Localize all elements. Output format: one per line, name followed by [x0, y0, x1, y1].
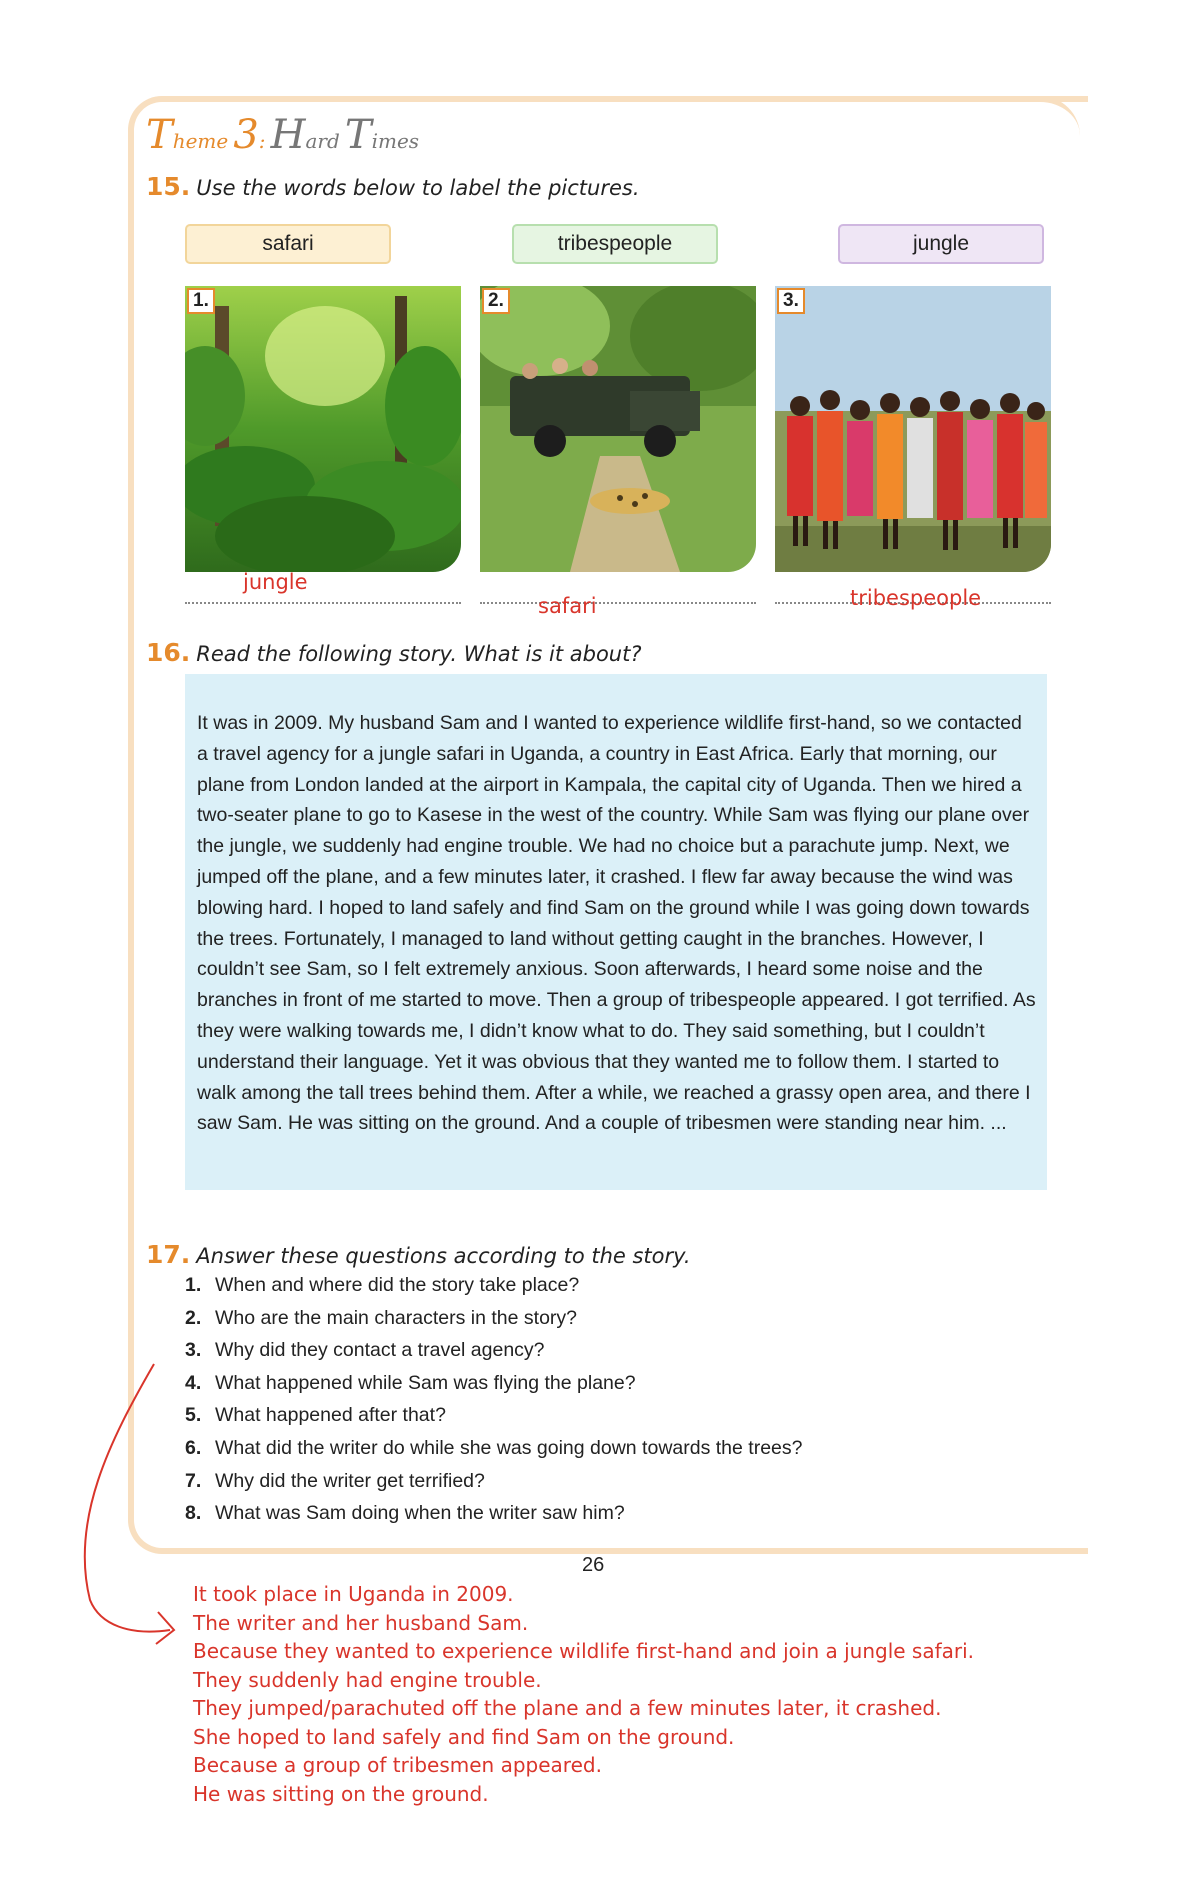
answer-item: They suddenly had engine trouble.: [193, 1667, 542, 1692]
answer-item: It took place in Uganda in 2009.: [193, 1582, 514, 1606]
picture-2-safari: [480, 286, 756, 572]
answer-line-1[interactable]: [185, 602, 461, 604]
answer-item: He was sitting on the ground.: [193, 1781, 489, 1806]
question-item: 5. What happened after that?: [185, 1404, 446, 1427]
handwritten-answer-2: safari: [538, 594, 597, 618]
question-item: 6. What did the writer do while she was going down towards the trees?: [185, 1436, 803, 1459]
handwritten-answer-1: jungle: [243, 570, 308, 594]
answer-item: The writer and her husband Sam.: [193, 1610, 529, 1635]
picture-3-tribespeople: [775, 286, 1051, 572]
answer-item: Because a group of tribesmen appeared.: [193, 1753, 602, 1777]
story-box: [185, 674, 1047, 1190]
picture-number-1: 1.: [187, 288, 215, 314]
picture-number-3: 3.: [777, 288, 805, 314]
safari-image: [480, 286, 756, 572]
question-item: 2. Who are the main characters in the story?: [185, 1306, 577, 1329]
handwritten-answers: [193, 1582, 974, 1810]
question-item: 1. When and where did the story take place?: [185, 1274, 580, 1296]
handwritten-arrow-icon: [70, 1360, 190, 1660]
question-list: [185, 1274, 802, 1535]
story-text: It was in 2009. My husband Sam and I wanted to experience wildlife first-hand, so we contacted a travel agency for a jungle safari in Uganda, a country in East Africa. Early that morning, our plane from London landed at the airport in Kampala, the capital city of Uganda. Then we hired a two-seater plane to go to Kasese in the west of the country. While Sam was flying our plane over the jungle, we suddenly had engine trouble. We had no choice but a parachute jump. Next, we jumped off the plane, and a few minutes later, it crashed. I flew far away because the wind was blowing hard. I hoped to land safely and find Sam on the ground while I was going down towards the trees. Fortunately, I managed to land without getting caught in the branches. However, I couldn’t see Sam, so I felt extremely anxious. Soon afterwards, I heard some noise and the branches in front of me started to move. Then a group of tribespeople appeared. I got terrified. As they were walking towards me, I didn’t know what to do. They said something, but I couldn’t understand their language. Yet it was obvious that they wanted me to follow them. I started to walk among the tall trees behind them. After a while, we reached a grassy open area, and there I saw Sam. He was sitting on the ground. And a couple of tribesmen were standing near him. ...: [197, 712, 1036, 1135]
exercise-16-heading: 16. Read the following story. What is it about?: [146, 638, 642, 667]
exercise-17-heading: 17. Answer these questions according to the story.: [146, 1240, 691, 1269]
question-item: 4. What happened while Sam was flying the plane?: [185, 1371, 636, 1394]
word-box-jungle: jungle: [838, 224, 1044, 264]
question-item: 8. What was Sam doing when the writer saw him?: [185, 1502, 625, 1525]
page-number: 26: [582, 1554, 605, 1576]
question-item: 7. Why did the writer get terrified?: [185, 1469, 485, 1492]
picture-1-jungle: [185, 286, 461, 572]
word-box-safari: safari: [185, 224, 391, 264]
answer-item: She hoped to land safely and find Sam on the ground.: [193, 1724, 735, 1749]
handwritten-answer-3: tribespeople: [850, 586, 982, 610]
jungle-image: [185, 286, 461, 572]
answer-line-2[interactable]: [480, 602, 756, 604]
picture-number-2: 2.: [482, 288, 510, 314]
exercise-15-heading: 15. Use the words below to label the pictures.: [146, 172, 640, 201]
word-box-tribespeople: tribespeople: [512, 224, 718, 264]
tribespeople-image: [775, 286, 1051, 572]
question-item: 3. Why did they contact a travel agency?: [185, 1339, 545, 1362]
answer-item: Because they wanted to experience wildlife first-hand and join a jungle safari.: [193, 1639, 975, 1663]
answer-item: They jumped/parachuted off the plane and a few minutes later, it crashed.: [193, 1696, 942, 1720]
theme-title: Theme 3: Hard Times: [146, 112, 420, 158]
